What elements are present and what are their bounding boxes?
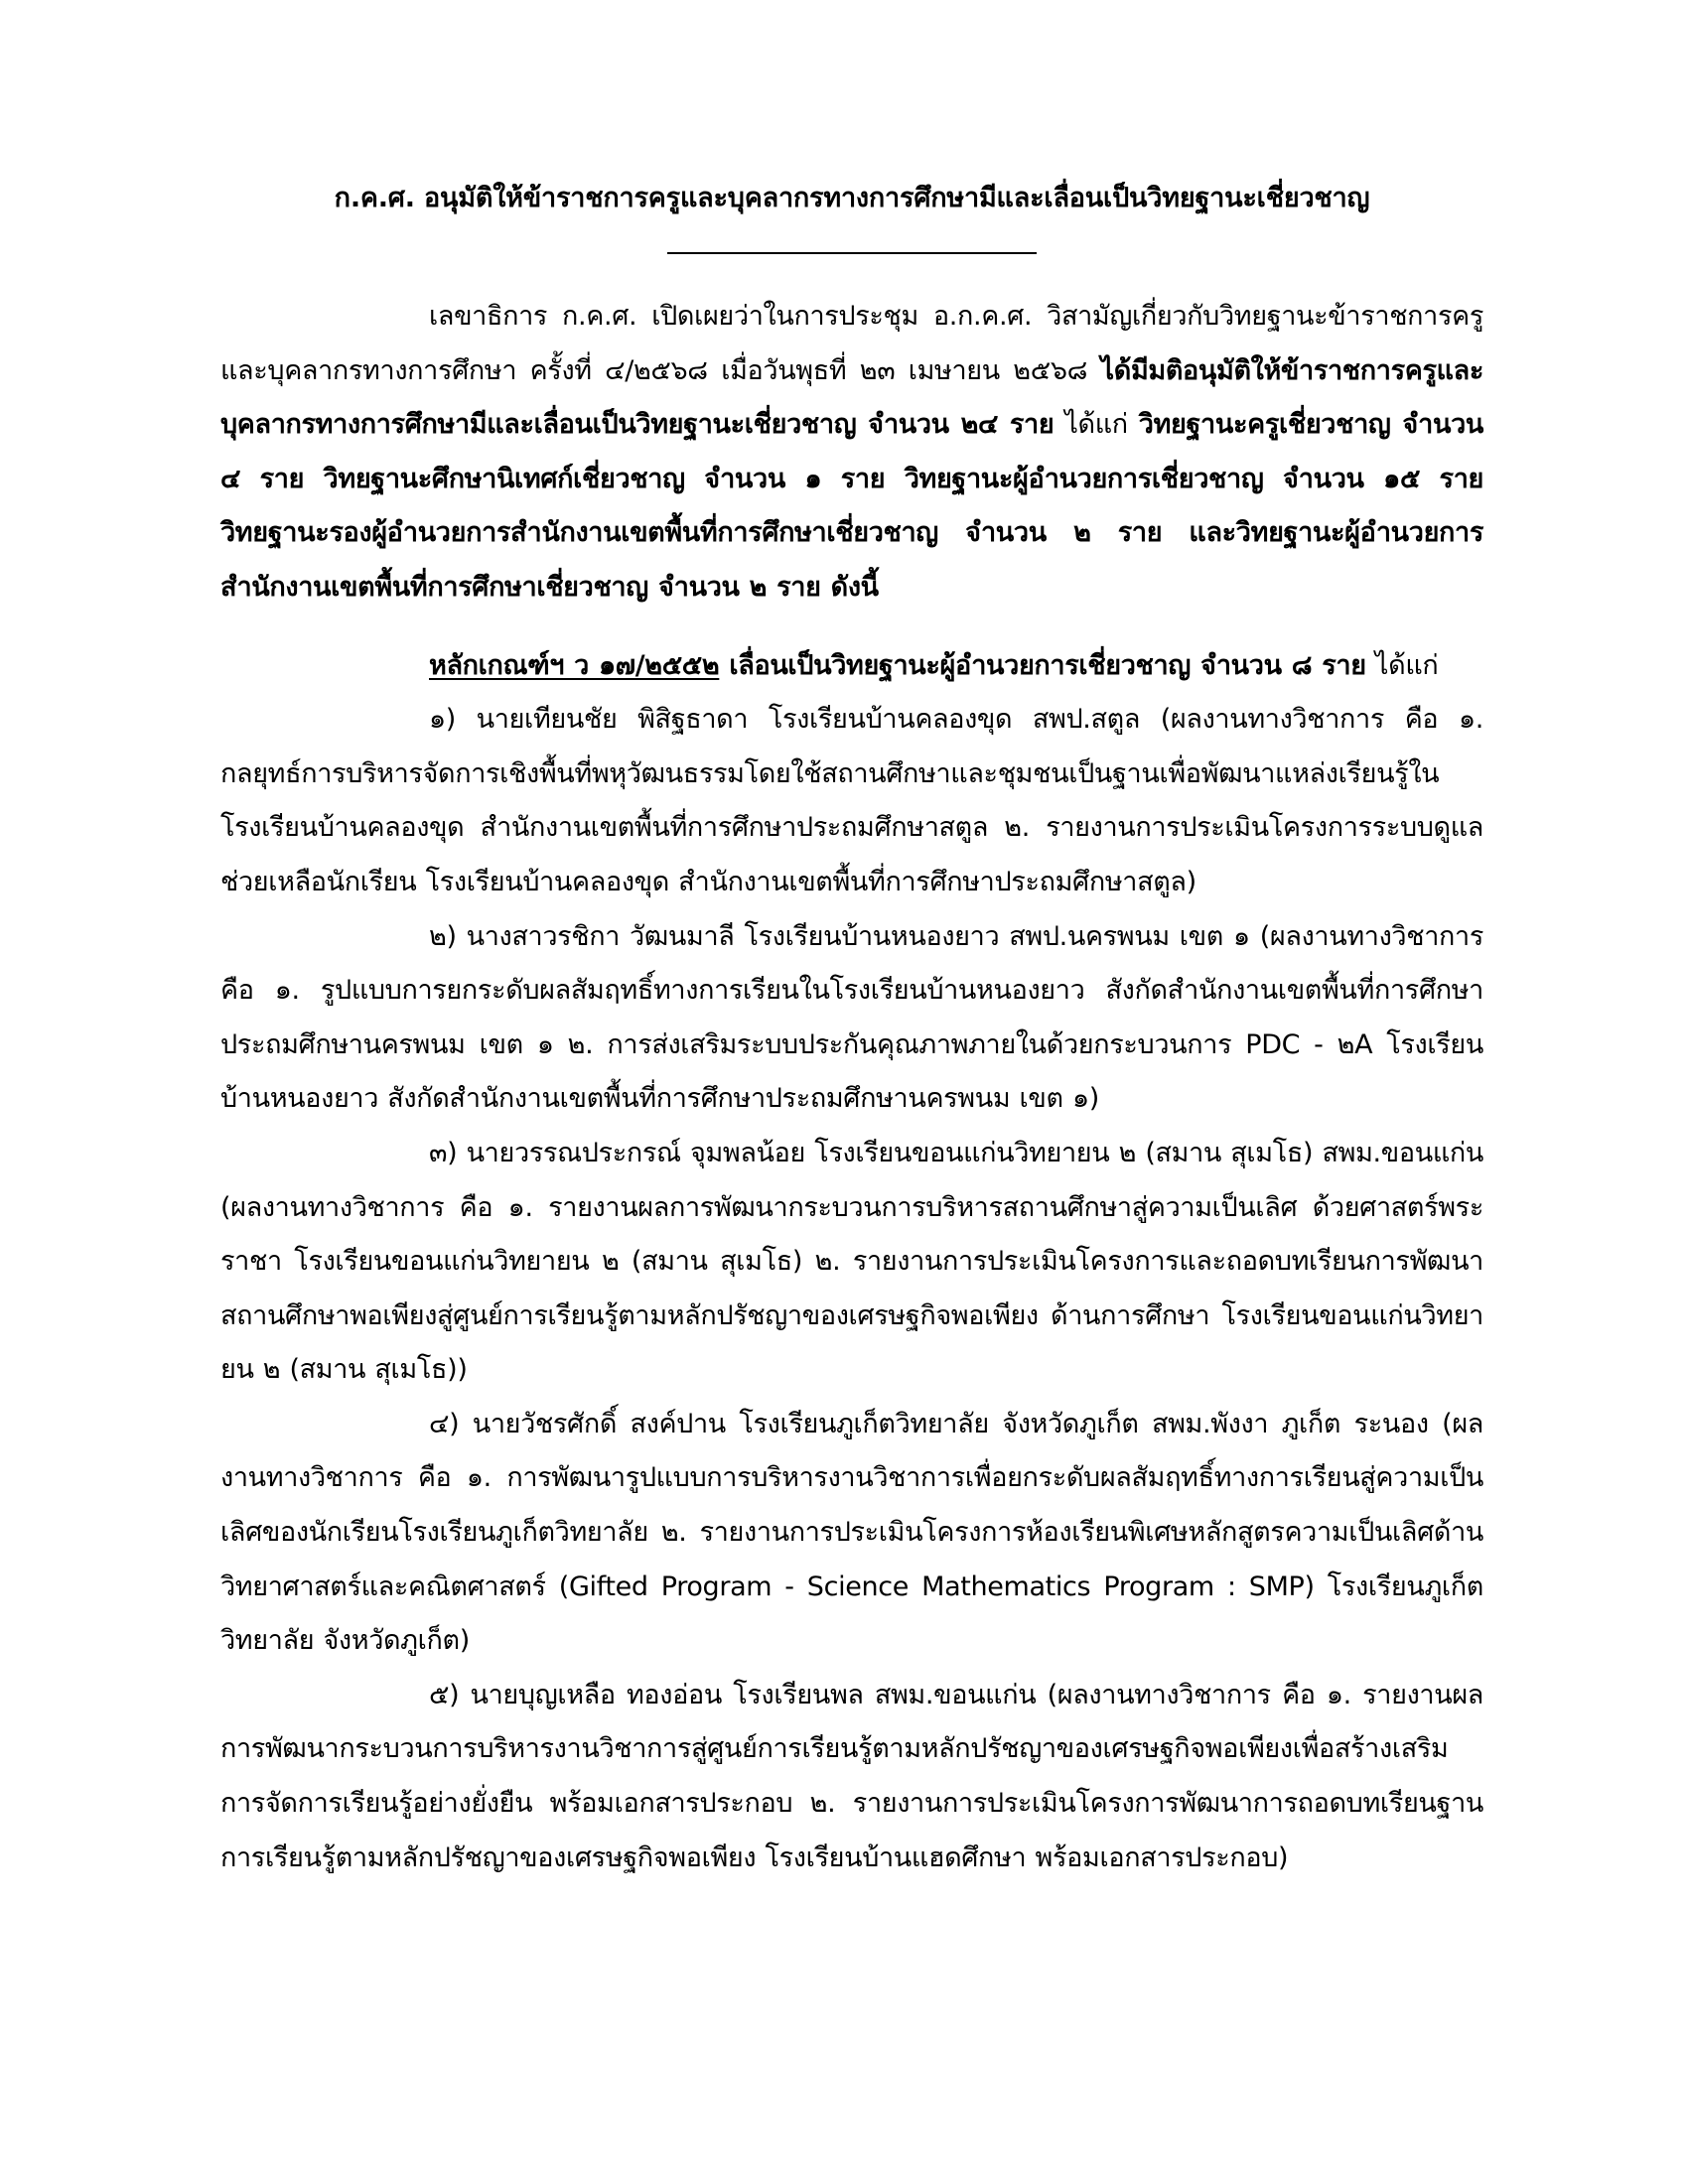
list-item-1: ๑) นายเทียนชัย พิสิฐธาดา โรงเรียนบ้านคลองขุด สพป.สตูล (ผลงานทางวิชาการ คือ ๑. กลยุทธ์การบริหารจัดการเชิงพื้นที่พหุวัฒนธรรมโดยใช้สถานศึกษาและชุมชนเป็นฐานเพื่อพัฒนาแหล่งเรียนรู้ในโรงเรียนบ้านคลองขุด สำนักงานเขตพื้นที่การศึกษาประถมศึกษาสตูล ๒. รายงานการประเมินโครงการระบบดูแลช่วยเหลือนักเรียน โรงเรียนบ้านคลองขุด สำนักงานเขตพื้นที่การศึกษาประถมศึกษาสตูล) <box>220 704 1483 897</box>
list-item-4: ๔) นายวัชรศักดิ์ สงค์ปาน โรงเรียนภูเก็ตวิทยาลัย จังหวัดภูเก็ต สพม.พังงา ภูเก็ต ระนอง (ผลงานทางวิชาการ คือ ๑. การพัฒนารูปแบบการบริหารงานวิชาการเพื่อยกระดับผลสัมฤทธิ์ทางการเรียนสู่ความเป็นเลิศของนักเรียนโรงเรียนภูเก็ตวิทยาลัย ๒. รายงานการประเมินโครงการห้องเรียนพิเศษหลักสูตรความเป็นเลิศด้านวิทยาศาสตร์และคณิตศาสตร์ (Gifted Program - Science Mathematics Program : SMP) โรงเรียนภูเก็ตวิทยาลัย จังหวัดภูเก็ต) <box>220 1408 1483 1657</box>
list-item-5: ๕) นายบุญเหลือ ทองอ่อน โรงเรียนพล สพม.ขอนแก่น (ผลงานทางวิชาการ คือ ๑. รายงานผลการพัฒนากระบวนการบริหารงานวิชาการสู่ศูนย์การเรียนรู้ตามหลักปรัชญาของเศรษฐกิจพอเพียงเพื่อสร้างเสริมการจัดการเรียนรู้อย่างยั่งยืน พร้อมเอกสารประกอบ ๒. รายงานการประเมินโครงการพัฒนาการถอดบทเรียนฐานการเรียนรู้ตามหลักปรัชญาของเศรษฐกิจพอเพียง โรงเรียนบ้านแฮดศึกษา พร้อมเอกสารประกอบ) <box>220 1679 1483 1873</box>
list-item-3: ๓) นายวรรณประกรณ์ จุมพลน้อย โรงเรียนขอนแก่นวิทยายน ๒ (สมาน สุเมโธ) สพม.ขอนแก่น (ผลงานทางวิชาการ คือ ๑. รายงานผลการพัฒนากระบวนการบริหารสถานศึกษาสู่ความเป็นเลิศ ด้วยศาสตร์พระราชา โรงเรียนขอนแก่นวิทยายน ๒ (สมาน สุเมโธ) ๒. รายงานการประเมินโครงการและถอดบทเรียนการพัฒนาสถานศึกษาพอเพียงสู่ศูนย์การเรียนรู้ตามหลักปรัชญาของเศรษฐกิจพอเพียง ด้านการศึกษา โรงเรียนขอนแก่นวิทยายน ๒ (สมาน สุเมโธ)) <box>220 1137 1483 1386</box>
title-divider <box>667 252 1037 254</box>
document-title: ก.ค.ศ. อนุมัติให้ข้าราชการครูและบุคลากรทางการศึกษามีและเลื่อนเป็นวิทยฐานะเชี่ยวชาญ <box>334 183 1370 213</box>
section-criteria: หลักเกณฑ์ฯ ว ๑๗/๒๕๕๒ <box>429 649 720 681</box>
intro-bold-breakdown: วิทยฐานะครูเชี่ยวชาญ จำนวน ๔ ราย วิทยฐานะศึกษานิเทศก์เชี่ยวชาญ จำนวน ๑ ราย วิทยฐานะผู้อำนวยการเชี่ยวชาญ จำนวน ๑๕ ราย วิทยฐานะรองผู้อำนวยการสำนักงานเขตพื้นที่การศึกษาเชี่ยวชาญ จำนวน ๒ ราย และวิทยฐานะผู้อำนวยการสำนักงานเขตพื้นที่การศึกษาเชี่ยวชาญ จำนวน ๒ ราย ดังนี้ <box>220 409 1483 603</box>
section-heading-text: เลื่อนเป็นวิทยฐานะผู้อำนวยการเชี่ยวชาญ จำนวน ๘ ราย <box>719 649 1366 681</box>
document-page <box>220 159 1483 1885</box>
intro-paragraph <box>220 290 1483 615</box>
intro-text-2: ได้แก่ <box>1054 409 1139 441</box>
section-heading-tail: ได้แก่ <box>1365 649 1439 681</box>
list-item-2: ๒) นางสาวรชิกา วัฒนมาลี โรงเรียนบ้านหนองยาว สพป.นครพนม เขต ๑ (ผลงานทางวิชาการ คือ ๑. รูปแบบการยกระดับผลสัมฤทธิ์ทางการเรียนในโรงเรียนบ้านหนองยาว สังกัดสำนักงานเขตพื้นที่การศึกษาประถมศึกษานครพนม เขต ๑ ๒. การส่งเสริมระบบประกันคุณภาพภายในด้วยกระบวนการ PDC - ๒A โรงเรียนบ้านหนองยาว สังกัดสำนักงานเขตพื้นที่การศึกษาประถมศึกษานครพนม เขต ๑) <box>220 920 1483 1115</box>
intro-bold-resolution: ได้มีมติอนุมัติให้ข้าราชการครูและบุคลากรทางการศึกษามีและเลื่อนเป็นวิทยฐานะเชี่ยวชาญ จำนวน ๒๔ ราย <box>220 354 1483 441</box>
section-heading <box>220 639 1483 694</box>
intro-text-1: เลขาธิการ ก.ค.ศ. เปิดเผยว่าในการประชุม อ.ก.ค.ศ. วิสามัญเกี่ยวกับวิทยฐานะข้าราชการครูและบุคลากรทางการศึกษา ครั้งที่ ๔/๒๕๖๘ เมื่อวันพุธที่ ๒๓ เมษายน ๒๕๖๘ <box>220 301 1483 386</box>
